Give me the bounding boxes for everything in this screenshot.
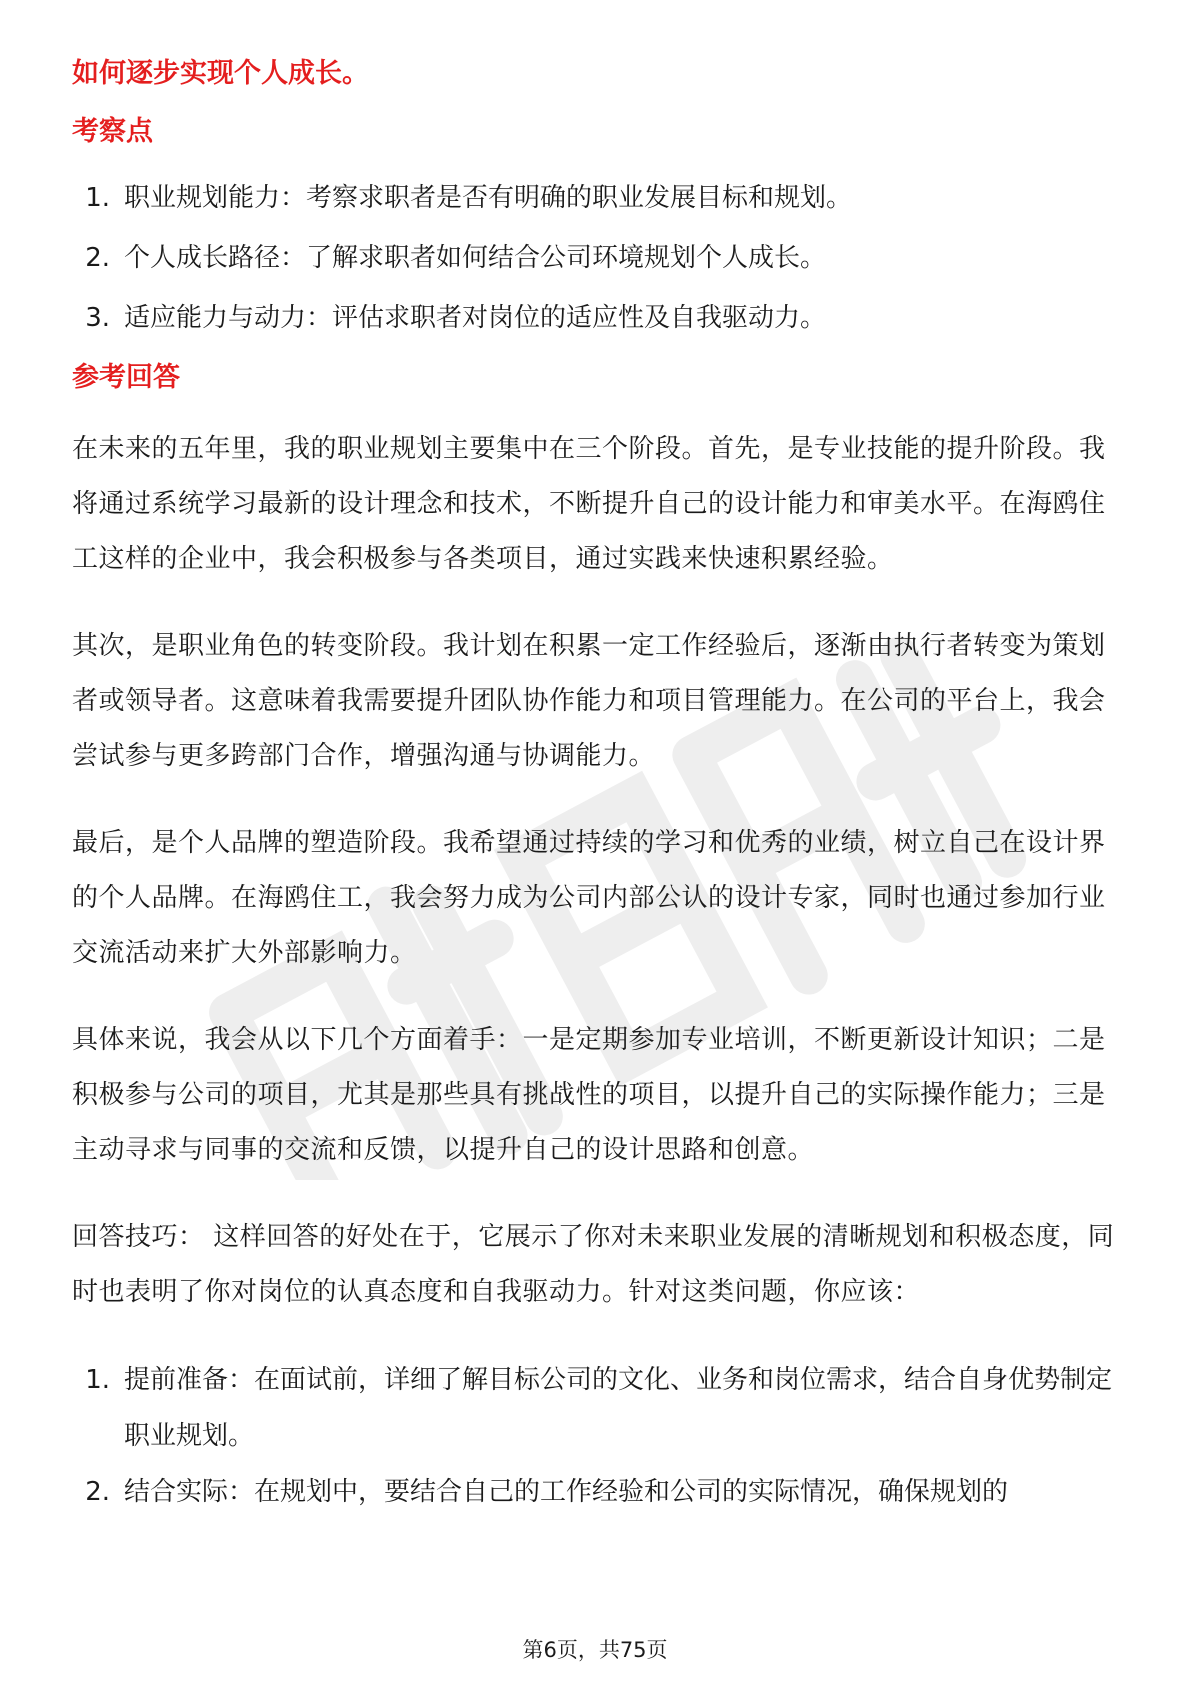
answer-paragraph: 最后，是个人品牌的塑造阶段。我希望通过持续的学习和优秀的业绩，树立自己在设计界的个人品牌。在海鸥住工，我会努力成为公司内部公认的设计专家，同时也通过参加行业交流活动来扩大外部影响力。	[72, 828, 1106, 968]
list-item-text: 适应能力与动力：评估求职者对岗位的适应性及自我驱动力。	[124, 303, 827, 333]
list-item	[72, 1352, 1118, 1464]
list-item	[72, 1464, 1118, 1520]
list-item	[72, 176, 1118, 220]
list-item-number: 1.	[85, 1365, 110, 1395]
section-heading-answer: 参考回答	[72, 362, 180, 393]
answer-paragraph: 其次，是职业角色的转变阶段。我计划在积累一定工作经验后，逐渐由执行者转变为策划者或领导者。这意味着我需要提升团队协作能力和项目管理能力。在公司的平台上，我会尝试参与更多跨部门合作，增强沟通与协调能力。	[72, 631, 1106, 771]
list-item-text: 结合实际：在规划中，要结合自己的工作经验和公司的实际情况，确保规划的	[124, 1477, 1009, 1507]
tips-list	[72, 1352, 1118, 1520]
section-heading-points: 考察点	[72, 116, 153, 147]
list-item-text: 提前准备：在面试前，详细了解目标公司的文化、业务和岗位需求，结合自身优势制定职业规划。	[124, 1365, 1113, 1451]
points-list	[72, 176, 1118, 340]
list-item-number: 3.	[85, 303, 110, 333]
answer-paragraph: 在未来的五年里，我的职业规划主要集中在三个阶段。首先，是专业技能的提升阶段。我将通过系统学习最新的设计理念和技术，不断提升自己的设计能力和审美水平。在海鸥住工这样的企业中，我会积极参与各类项目，通过实践来快速积累经验。	[72, 434, 1106, 574]
list-item-text: 个人成长路径：了解求职者如何结合公司环境规划个人成长。	[124, 243, 827, 273]
main-content	[72, 52, 1118, 1520]
list-item-number: 2.	[85, 1477, 110, 1507]
list-item	[72, 236, 1118, 280]
list-item-number: 1.	[85, 183, 110, 213]
list-item-text: 职业规划能力：考察求职者是否有明确的职业发展目标和规划。	[124, 183, 853, 213]
answer-paragraph: 具体来说，我会从以下几个方面着手：一是定期参加专业培训，不断更新设计知识；二是积极参与公司的项目，尤其是那些具有挑战性的项目，以提升自己的实际操作能力；三是主动寻求与同事的交流和反馈，以提升自己的设计思路和创意。	[72, 1025, 1106, 1165]
list-item-number: 2.	[85, 243, 110, 273]
list-item	[72, 296, 1118, 340]
question-title: 如何逐步实现个人成长。	[72, 58, 369, 89]
tips-intro-paragraph: 回答技巧： 这样回答的好处在于，它展示了你对未来职业发展的清晰规划和积极态度，同时也表明了你对岗位的认真态度和自我驱动力。针对这类问题，你应该：	[72, 1222, 1115, 1307]
page-number-footer: 第6页，共75页	[522, 1638, 668, 1662]
